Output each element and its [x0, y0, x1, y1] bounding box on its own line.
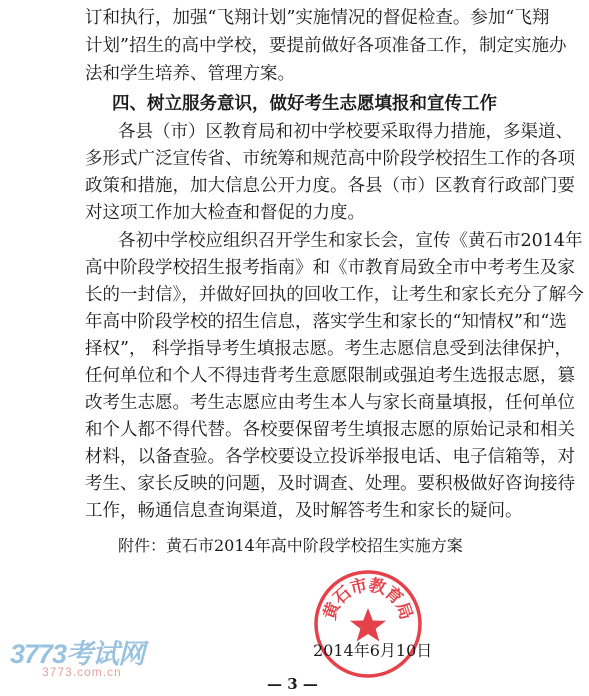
seal-character: 石 — [329, 582, 356, 609]
watermark-main-text: 3773考试网 — [10, 639, 145, 669]
official-seal-stamp — [312, 568, 424, 680]
section-heading: 四、树立服务意识，做好考生志愿填报和宣传工作 — [112, 94, 497, 114]
paragraph-line: 任何单位和个人不得违背考生意愿限制或强迫考生选报志愿，篡 — [85, 366, 575, 386]
paragraph-line: 政策和措施，加大信息公开力度。各县（市）区教育行政部门要 — [85, 176, 575, 196]
seal-character: 局 — [391, 599, 417, 623]
watermark-sub-text: 3773.com.cn — [42, 665, 122, 679]
paragraph-line: 择权”， 科学指导考生填报志愿。考生志愿信息受到法律保护， — [85, 339, 573, 359]
document-date: 2014年6月10日 — [313, 641, 433, 660]
site-watermark — [0, 632, 200, 692]
paragraph-line: 高中阶段学校招生报考指南》和《市教育局致全市中考考生及家 — [85, 258, 575, 278]
paragraph-line: 订和执行，加强“飞翔计划”实施情况的督促检查。参加“飞翔 — [85, 8, 550, 28]
seal-character: 市 — [348, 575, 370, 599]
paragraph-line: 改考生志愿。考生志愿应由考生本人与家长商量填报，任何单位 — [85, 393, 575, 413]
paragraph-line: 年高中阶段学校的招生信息，落实学生和家长的“知情权”和“选 — [85, 312, 567, 332]
paragraph-line: 各初中学校应组织召开学生和家长会，宣传《黄石市2014年 — [118, 231, 583, 251]
page-number: — 3 — — [267, 675, 318, 693]
paragraph-line: 对这项工作加大检查和督促的力度。 — [85, 203, 365, 223]
paragraph-line: 多形式广泛宣传省、市统筹和规范高中阶段学校招生工作的各项 — [85, 149, 575, 169]
paragraph-line: 和个人都不得代替。各校要保留考生填报志愿的原始记录和相关 — [85, 420, 575, 440]
paragraph-line: 工作，畅通信息查询渠道，及时解答考生和家长的疑问。 — [85, 501, 523, 521]
paragraph-line: 考生、家长反映的问题，及时调查、处理。要积极做好咨询接待 — [85, 474, 575, 494]
seal-character: 育 — [380, 582, 407, 609]
seal-character: 黄 — [319, 599, 345, 623]
paragraph-line: 法和学生培养、管理方案。 — [85, 64, 295, 84]
seal-character: 教 — [366, 575, 388, 599]
paragraph-line: 长的一封信》，并做好回执的回收工作，让考生和家长充分了解今 — [85, 285, 584, 305]
paragraph-line: 计划”招生的高中学校，要提前做好各项准备工作，制定实施办 — [85, 36, 567, 56]
paragraph-line: 材料，以备查验。各学校要设立投诉举报电话、电子信箱等，对 — [85, 447, 575, 467]
paragraph-line: 各县（市）区教育局和初中学校要采取得力措施，多渠道、 — [118, 122, 573, 142]
attachment-line: 附件：黄石市2014年高中阶段学校招生实施方案 — [118, 536, 463, 555]
